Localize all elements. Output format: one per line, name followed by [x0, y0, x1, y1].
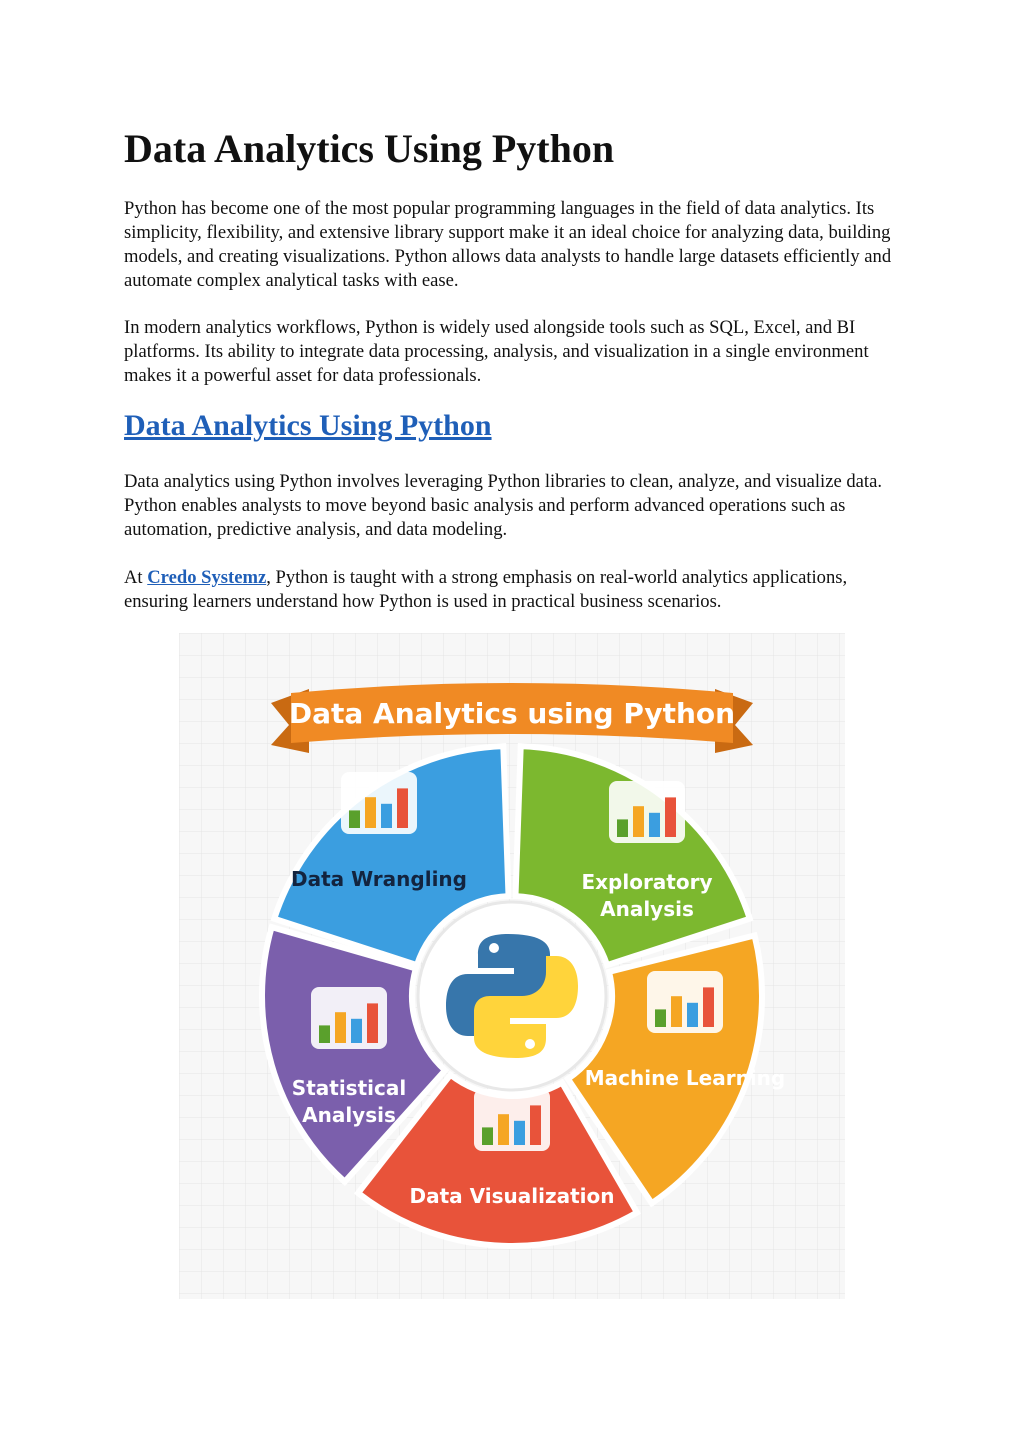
database-wrench-icon: [341, 772, 417, 834]
segment-label: Machine Learning: [584, 1066, 786, 1090]
credo-systemz-link[interactable]: Credo Systemz: [147, 567, 267, 588]
workflow-paragraph: In modern analytics workflows, Python is widely used alongside tools such as SQL, Excel, and BI platforms. Its ability to integrate data processing, analysis, and visualization in a single environment makes it a powerful asset for data professionals.: [124, 317, 869, 386]
segment-label: Analysis: [302, 1103, 396, 1127]
intro-paragraph: Python has become one of the most popular programming languages in the field of data analytics. Its simplicity, flexibility, and extensive library support make it an ideal choice for analyzing data, building models, and creating visualizations. Python allows data analysts to handle large datasets efficiently and automate complex analytical tasks with ease.: [124, 198, 892, 291]
dashboard-chart-icon: [474, 1089, 550, 1151]
segment-label: Analysis: [600, 897, 694, 921]
magnifier-chart-icon: [609, 781, 685, 843]
credo-suffix: , Python is taught with a strong emphasis on real-world analytics applications, ensuring learners understand how Python is used in practical business scenarios.: [124, 567, 848, 612]
page-title: Data Analytics Using Python: [124, 126, 615, 171]
segment-label: Data Visualization: [409, 1184, 615, 1208]
center-badge: [418, 902, 606, 1090]
segment-label: Data Wrangling: [290, 867, 468, 891]
robot-icon: [647, 971, 723, 1033]
infographic-svg: [179, 633, 845, 1299]
segment-label: Exploratory: [581, 870, 713, 894]
section-paragraph: Data analytics using Python involves leveraging Python libraries to clean, analyze, and visualize data. Python enables analysts to move beyond basic analysis and perform advanced operations such as automation, predictive analysis, and data modeling.: [124, 471, 882, 540]
segment-label: Statistical: [291, 1076, 407, 1100]
credo-prefix: At: [124, 567, 148, 588]
infographic-figure: [179, 633, 845, 1299]
banner-title: Data Analytics using Python: [288, 697, 736, 730]
credo-paragraph: [124, 566, 904, 614]
section-heading-link[interactable]: Data Analytics Using Python: [124, 409, 492, 442]
calculator-chart-icon: [311, 987, 387, 1049]
